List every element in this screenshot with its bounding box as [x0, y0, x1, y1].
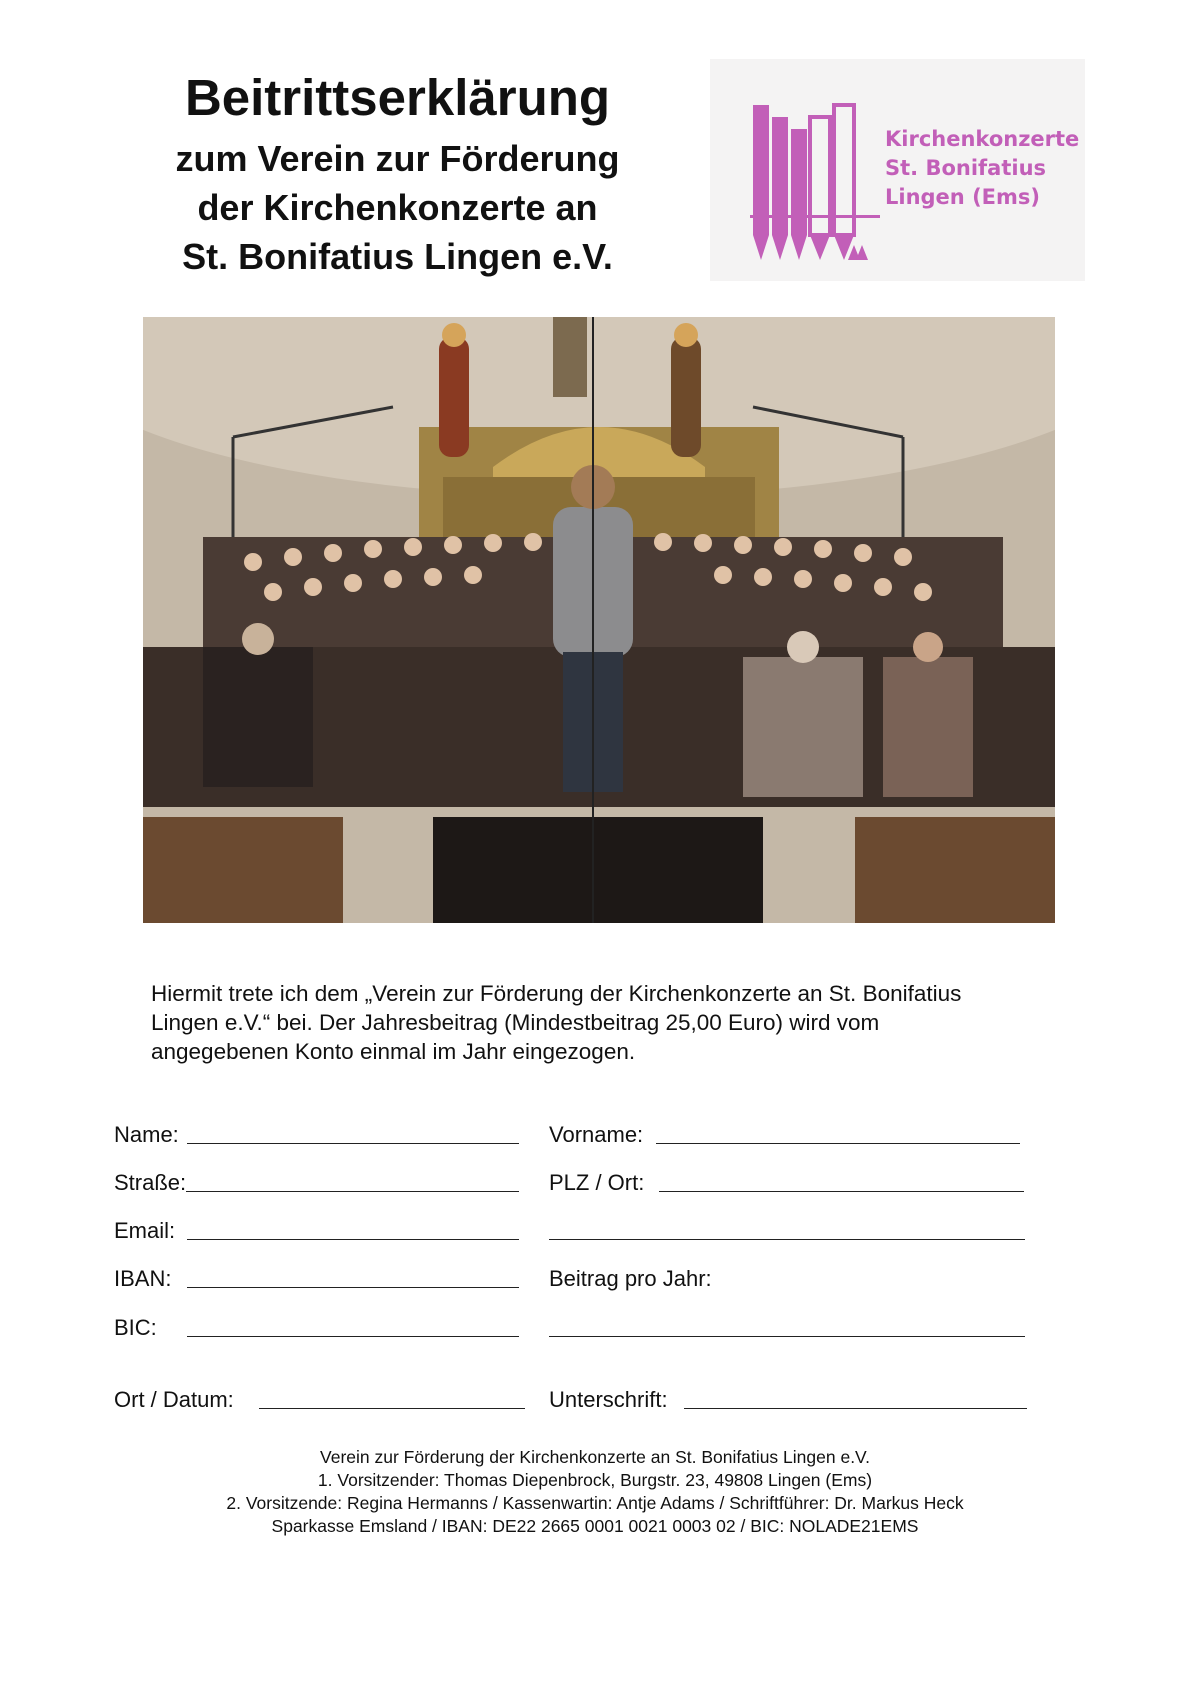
bic-field[interactable] [187, 1336, 519, 1337]
email-label: Email: [114, 1218, 176, 1243]
logo [710, 59, 1085, 281]
logo-line: St. Bonifatius [885, 156, 1047, 180]
church-concert-illustration [143, 317, 1055, 923]
signature-field[interactable] [684, 1408, 1027, 1409]
intro-line: Hiermit trete ich dem „Verein zur Förderung der Kirchenkonzerte an St. Bonifatius [151, 981, 962, 1006]
email-field[interactable] [187, 1239, 519, 1240]
footer-line: 2. Vorsitzende: Regina Hermanns / Kassenwartin: Antje Adams / Schriftführer: Dr. Markus Heck [226, 1493, 964, 1513]
logo-text [885, 125, 1079, 212]
page-subtitle [120, 134, 675, 281]
address-extra-field[interactable] [549, 1239, 1025, 1240]
page-title: Beitrittserklärung [184, 69, 611, 126]
bic-label: BIC: [114, 1315, 157, 1340]
plz-ort-label: PLZ / Ort: [549, 1170, 645, 1195]
subtitle-line: zum Verein zur Förderung [175, 138, 620, 179]
title-block [120, 68, 675, 281]
strasse-label: Straße: [114, 1170, 187, 1195]
footer-line: Verein zur Förderung der Kirchenkonzerte an St. Bonifatius Lingen e.V. [320, 1447, 870, 1467]
beitrag-field[interactable] [549, 1336, 1025, 1337]
footer-line: 1. Vorsitzender: Thomas Diepenbrock, Burgstr. 23, 49808 Lingen (Ems) [317, 1470, 873, 1490]
iban-label: IBAN: [114, 1266, 172, 1291]
intro-text [151, 979, 1051, 1066]
strasse-field[interactable] [186, 1191, 519, 1192]
ort-datum-field[interactable] [259, 1408, 525, 1409]
name-label: Name: [114, 1122, 179, 1147]
iban-field[interactable] [187, 1287, 519, 1288]
unterschrift-label: Unterschrift: [549, 1387, 668, 1412]
intro-line: Lingen e.V.“ bei. Der Jahresbeitrag (Mindestbeitrag 25,00 Euro) wird vom [151, 1010, 880, 1035]
subtitle-line: St. Bonifatius Lingen e.V. [182, 236, 613, 277]
logo-line: Lingen (Ems) [885, 185, 1040, 209]
vorname-field[interactable] [656, 1143, 1020, 1144]
rehearsal-photo [143, 317, 1055, 923]
name-field[interactable] [187, 1143, 519, 1144]
plz-ort-field[interactable] [659, 1191, 1024, 1192]
subtitle-line: der Kirchenkonzerte an [197, 187, 598, 228]
vorname-label: Vorname: [549, 1122, 644, 1147]
beitrag-label: Beitrag pro Jahr: [549, 1266, 712, 1291]
intro-line: angegebenen Konto einmal im Jahr eingezogen. [151, 1039, 636, 1064]
ort-datum-label: Ort / Datum: [114, 1387, 234, 1412]
footer-line: Sparkasse Emsland / IBAN: DE22 2665 0001 0021 0003 02 / BIC: NOLADE21EMS [271, 1516, 919, 1536]
logo-line: Kirchenkonzerte [885, 127, 1080, 151]
organ-pipes-icon [750, 95, 880, 275]
footer [0, 1446, 1190, 1538]
